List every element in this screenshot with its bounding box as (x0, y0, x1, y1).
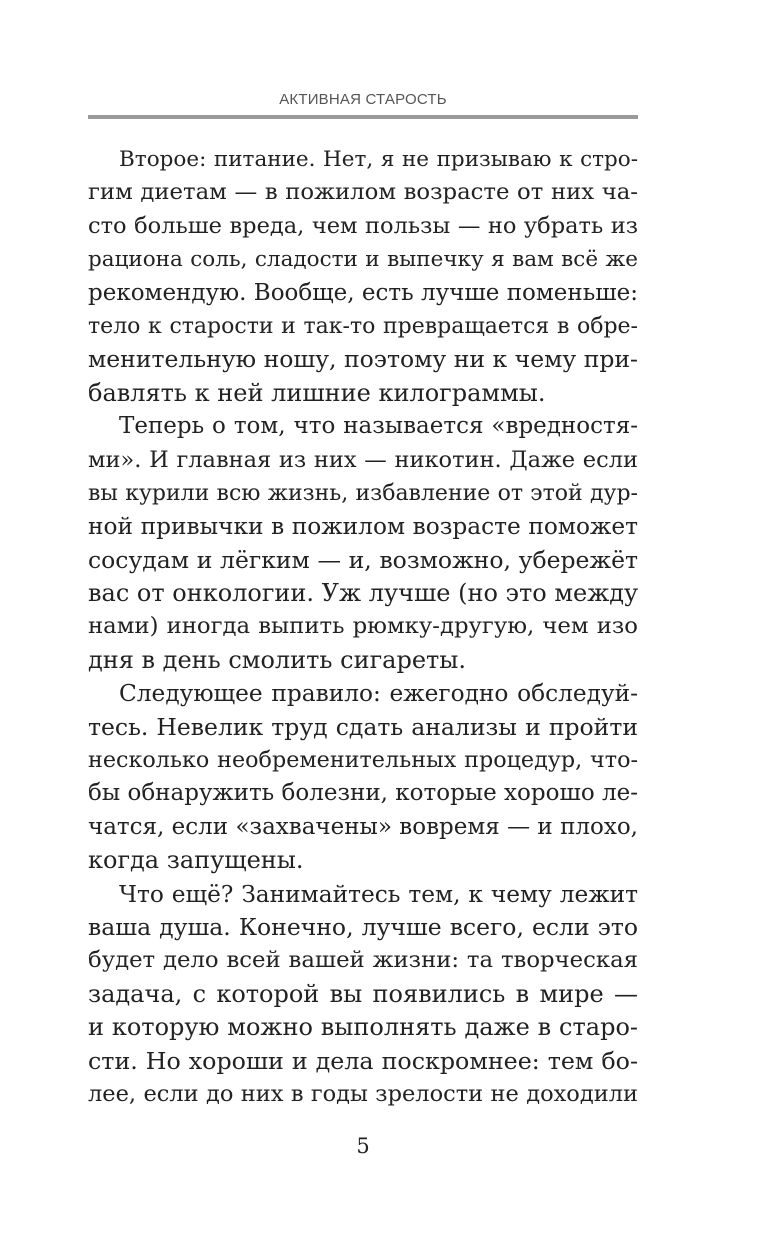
text-line: гим диетам — в пожилом возрасте от них ча- (88, 179, 638, 206)
text-line: менительную ношу, поэтому ни к чему при- (88, 345, 638, 374)
page-number: 5 (356, 1134, 370, 1158)
text-line: сти. Но хороши и дела поскромнее: тем бо- (88, 1046, 638, 1075)
text-line: когда запущены. (88, 846, 304, 875)
text-line: рациона соль, сладости и выпечку я вам всё же (88, 247, 638, 273)
text-line: ваша душа. Конечно, лучше всего, если это (88, 912, 638, 941)
text-line: Следующее правило: ежегодно обследуй- (119, 680, 638, 708)
text-line: дня в день смолить сигареты. (88, 645, 467, 674)
text-line: нами) иногда выпить рюмку-другую, чем изо (88, 613, 638, 640)
text-line: рекомендую. Вообще, есть лучше поменьше: (88, 279, 638, 306)
paragraph-1 (88, 143, 638, 410)
text-line: несколько необременительных процедур, что- (88, 747, 638, 774)
text-line: бавлять к ней лишние килограммы. (88, 378, 546, 407)
text-line: Теперь о том, что называется «вредностя- (119, 413, 638, 440)
text-line: сто больше вреда, чем пользы — но убрать из (88, 212, 638, 239)
text-line: Второе: питание. Нет, я не призываю к стро- (119, 147, 638, 172)
text-line: и которую можно выполнять даже в старо- (88, 1013, 638, 1042)
text-line: ми». И главная из них — никотин. Даже если (88, 446, 638, 473)
paragraph-3 (88, 677, 638, 877)
text-line: ной привычки в пожилом возрасте поможет (88, 513, 638, 541)
text-line: лее, если до них в годы зрелости не доходили (88, 1080, 638, 1107)
text-line: тесь. Невелик труд сдать анализы и пройти (88, 712, 638, 741)
text-line: Что ещё? Занимайтесь тем, к чему лежит (119, 880, 638, 908)
text-line: тело к старости и так-то превращается в обре- (88, 313, 638, 339)
text-line: вас от онкологии. Уж лучше (но это между (88, 579, 639, 608)
body-text (88, 143, 638, 1111)
paragraph-4 (88, 878, 638, 1112)
running-head: АКТИВНАЯ СТАРОСТЬ (279, 91, 447, 108)
text-line: чатся, если «захвачены» вовремя — и плохо, (88, 813, 638, 840)
text-line: будет дело всей вашей жизни: та творческая (88, 947, 638, 974)
text-line: сосудам и лёгким — и, возможно, убережёт (88, 545, 638, 574)
text-line: вы курили всю жизнь, избавление от этой дур- (88, 480, 638, 506)
paragraph-2 (88, 410, 638, 677)
text-line: бы обнаружить болезни, которые хорошо ле- (88, 780, 638, 807)
text-line: задача, с которой вы появились в мире — (88, 979, 638, 1008)
header-rule (88, 115, 638, 119)
